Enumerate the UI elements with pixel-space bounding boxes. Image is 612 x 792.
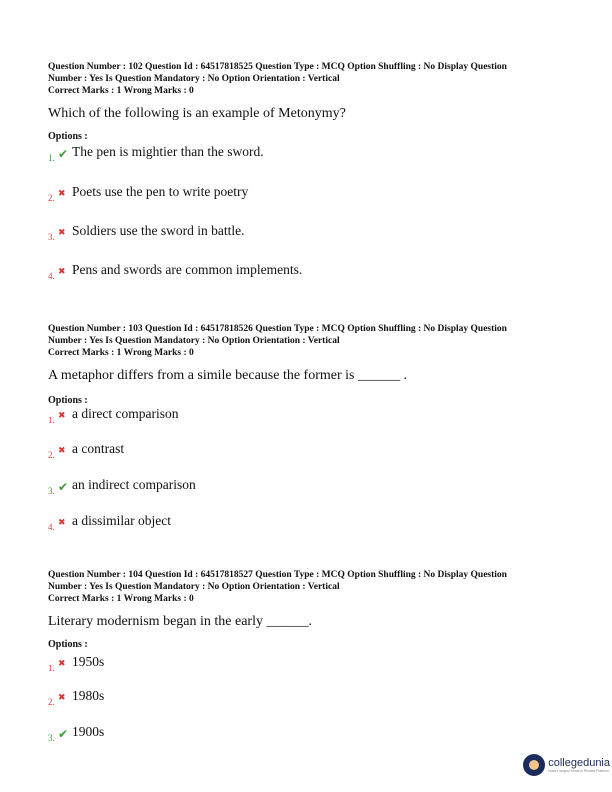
option-text: a dissimilar object <box>72 512 171 528</box>
option-number: 4. <box>48 270 55 281</box>
question-meta: Question Number : 104 Question Id : 64517818527 Question Type : MCQ Option Shuffling : No Display Question <box>48 570 507 580</box>
options-label: Options : <box>48 638 88 650</box>
cross-icon: ✖ <box>58 226 66 237</box>
option-number: 1. <box>48 662 55 673</box>
cross-icon: ✖ <box>58 265 66 276</box>
logo-tagline: India's largest Student Review Platform <box>548 769 610 773</box>
option-item <box>48 144 264 163</box>
logo-name: collegedunia <box>548 757 610 769</box>
cross-icon: ✖ <box>58 691 66 702</box>
option-text: Poets use the pen to write poetry <box>72 183 249 199</box>
option-item <box>48 262 302 281</box>
cross-icon: ✖ <box>58 409 66 420</box>
cross-icon: ✖ <box>58 444 66 455</box>
question-meta: Question Number : 102 Question Id : 64517818525 Question Type : MCQ Option Shuffling : No Display Question <box>48 62 507 72</box>
mascot-icon <box>523 754 545 776</box>
marks-info: Correct Marks : 1 Wrong Marks : 0 <box>48 348 194 358</box>
question-stem: Which of the following is an example of Metonymy? <box>48 105 346 121</box>
option-number: 3. <box>48 231 55 242</box>
option-number: 2. <box>48 192 55 203</box>
option-item <box>48 406 178 425</box>
option-text: an indirect comparison <box>72 476 196 492</box>
check-icon: ✔ <box>58 726 69 741</box>
question-block-104 <box>48 570 568 743</box>
option-item <box>48 513 171 532</box>
check-icon: ✔ <box>58 146 69 161</box>
question-stem: A metaphor differs from a simile because the former is ______ . <box>48 367 407 383</box>
option-item <box>48 654 104 673</box>
question-block-103 <box>48 324 568 532</box>
option-text: 1900s <box>72 723 105 739</box>
option-number: 1. <box>48 414 55 425</box>
option-text: a direct comparison <box>72 405 179 421</box>
option-number: 3. <box>48 732 55 743</box>
option-item <box>48 184 248 203</box>
option-text: Pens and swords are common implements. <box>72 261 303 277</box>
question-meta: Number : Yes Is Question Mandatory : No Option Orientation : Vertical <box>48 73 340 84</box>
question-block-102 <box>48 62 568 281</box>
question-meta: Number : Yes Is Question Mandatory : No Option Orientation : Vertical <box>48 335 340 346</box>
check-icon: ✔ <box>58 479 69 494</box>
option-item <box>48 477 196 496</box>
option-item <box>48 724 104 743</box>
option-text: a contrast <box>72 440 125 456</box>
option-number: 3. <box>48 485 55 496</box>
option-text: The pen is mightier than the sword. <box>72 143 264 159</box>
option-item <box>48 223 244 242</box>
option-number: 2. <box>48 449 55 460</box>
marks-info: Correct Marks : 1 Wrong Marks : 0 <box>48 86 194 96</box>
question-stem: Literary modernism began in the early ______. <box>48 613 312 629</box>
marks-info: Correct Marks : 1 Wrong Marks : 0 <box>48 594 194 604</box>
question-meta: Question Number : 103 Question Id : 64517818526 Question Type : MCQ Option Shuffling : No Display Question <box>48 324 507 334</box>
cross-icon: ✖ <box>58 516 66 527</box>
cross-icon: ✖ <box>58 187 66 198</box>
cross-icon: ✖ <box>58 657 66 668</box>
option-number: 2. <box>48 696 55 707</box>
option-item <box>48 441 124 460</box>
options-label: Options : <box>48 394 88 406</box>
option-text: Soldiers use the sword in battle. <box>72 222 245 238</box>
option-number: 4. <box>48 521 55 532</box>
question-meta: Number : Yes Is Question Mandatory : No Option Orientation : Vertical <box>48 581 340 592</box>
options-label: Options : <box>48 130 88 142</box>
option-text: 1950s <box>72 653 105 669</box>
option-item <box>48 688 104 707</box>
option-number: 1. <box>48 152 55 163</box>
collegedunia-logo <box>523 754 610 776</box>
option-text: 1980s <box>72 687 105 703</box>
